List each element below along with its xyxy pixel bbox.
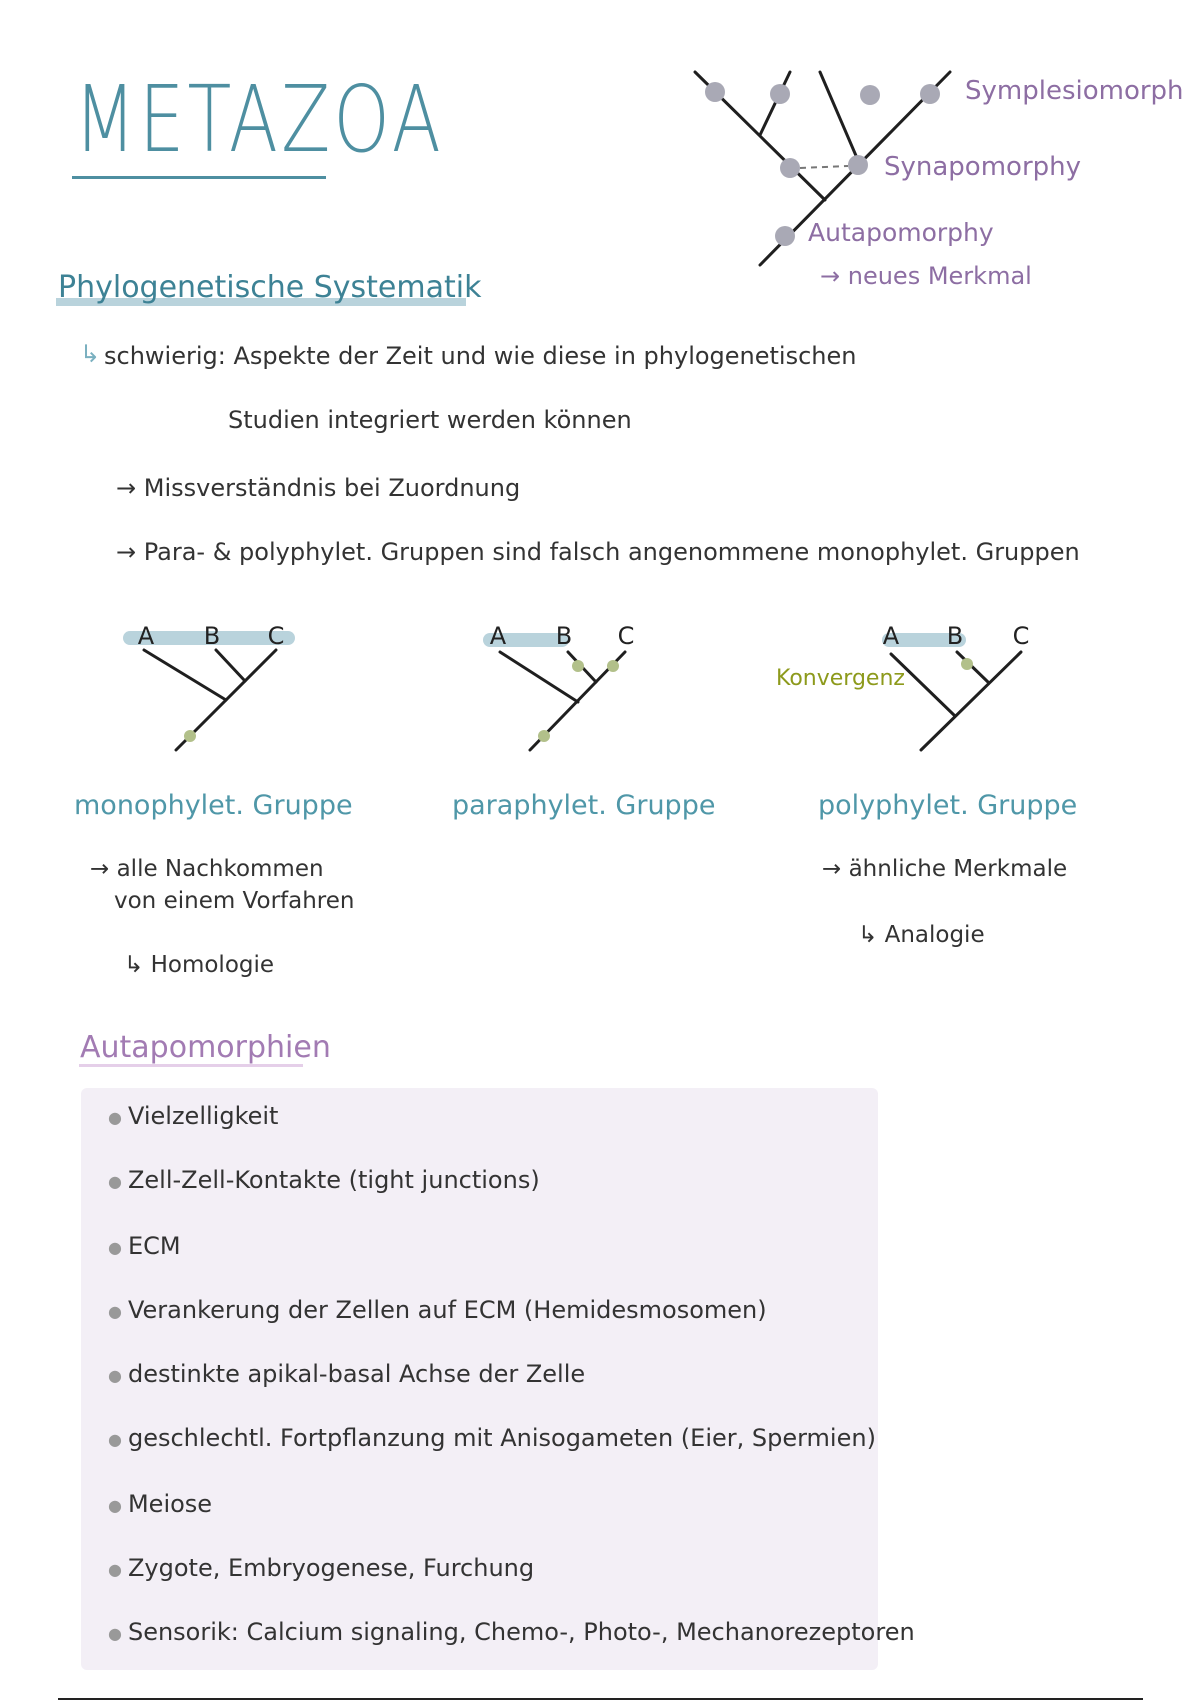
tree-branch-inner-left — [760, 72, 790, 135]
convergence-label: Konvergenz — [776, 666, 905, 691]
label-paraphyletic: paraphylet. Gruppe — [452, 790, 716, 821]
node-dot — [705, 82, 725, 102]
tree-paraphyletic — [480, 620, 660, 760]
tree-polyphyletic — [875, 620, 1055, 760]
title-underline — [72, 176, 326, 179]
node-dot — [775, 226, 795, 246]
poly-analogie: ↳ Analogie — [858, 922, 985, 948]
page-title: METAZOA — [74, 66, 444, 173]
leaf-c: C — [267, 622, 285, 650]
difficulty-line-1: schwierig: Aspekte der Zeit und wie diese in phylogenetischen — [104, 342, 857, 370]
tree-monophyletic — [120, 620, 320, 760]
node-dot — [860, 85, 880, 105]
leaf-a: A — [137, 622, 155, 650]
leaf-a: A — [882, 622, 900, 650]
section-heading-autapomorphien: Autapomorphien — [80, 1030, 331, 1065]
mono-homologie: ↳ Homologie — [124, 952, 275, 978]
leaf-c: C — [1012, 622, 1030, 650]
label-synapomorphy: Synapomorphy — [884, 152, 1082, 182]
mono-desc-line-1: → alle Nachkommen — [90, 856, 324, 882]
difficulty-line-2: Studien integriert werden können — [228, 406, 632, 434]
list-item: ● ECM — [108, 1232, 181, 1260]
label-symplesiomorph: Symplesiomorph — [965, 76, 1184, 106]
point-misunderstanding: → Missverständnis bei Zuordnung — [116, 474, 521, 502]
label-monophyletic: monophylet. Gruppe — [74, 790, 353, 821]
point-para-poly: → Para- & polyphylet. Gruppen sind falsch angenommene monophylet. Gruppen — [116, 538, 1080, 566]
list-item: ● Sensorik: Calcium signaling, Chemo-, Photo-, Mechanorezeptoren — [108, 1618, 915, 1646]
leaf-b: B — [203, 622, 221, 650]
synapomorphy-dash — [800, 166, 848, 168]
section-heading-phylo: Phylogenetische Systematik — [58, 270, 482, 305]
label-autapomorphy: Autapomorphy — [808, 218, 994, 247]
difficulty-marker: ↳ — [80, 340, 101, 368]
list-item: ● Verankerung der Zellen auf ECM (Hemidesmosomen) — [108, 1296, 767, 1324]
node-dot — [770, 84, 790, 104]
list-item: ● Meiose — [108, 1490, 213, 1518]
list-item: ● geschlechtl. Fortpflanzung mit Anisogameten (Eier, Spermien) — [108, 1424, 876, 1452]
list-item: ● destinkte apikal-basal Achse der Zelle — [108, 1360, 586, 1388]
label-polyphyletic: polyphylet. Gruppe — [818, 790, 1078, 821]
leaf-c: C — [617, 622, 635, 650]
poly-desc-line-1: → ähnliche Merkmale — [822, 856, 1068, 882]
node-dot — [920, 84, 940, 104]
leaf-b: B — [555, 622, 573, 650]
mono-desc-line-2: von einem Vorfahren — [114, 888, 355, 914]
leaf-a: A — [489, 622, 507, 650]
tree-branch-inner-right — [820, 72, 860, 165]
list-item: ● Zell-Zell-Kontakte (tight junctions) — [108, 1166, 540, 1194]
list-item: ● Vielzelligkeit — [108, 1102, 279, 1130]
node-dot — [780, 158, 800, 178]
list-item: ● Zygote, Embryogenese, Furchung — [108, 1554, 535, 1582]
leaf-b: B — [946, 622, 964, 650]
label-new-trait: → neues Merkmal — [820, 262, 1032, 290]
node-dot — [848, 155, 868, 175]
